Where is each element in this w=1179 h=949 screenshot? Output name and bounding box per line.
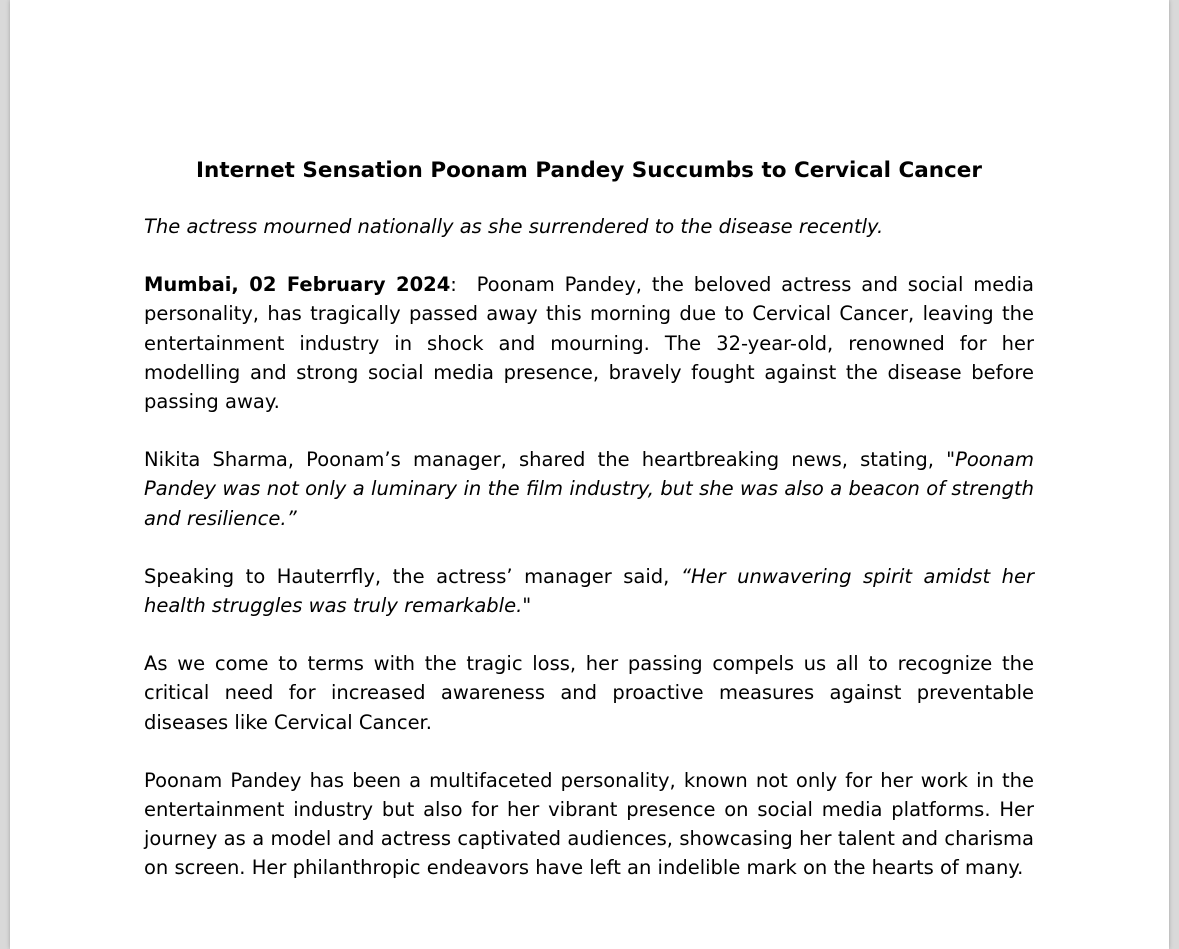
paragraph-1	[144, 270, 1034, 416]
paragraph-5: Poonam Pandey has been a multifaceted personality, known not only for her work in the entertainment industry but also for her vibrant presence on social media platforms. Her journey as a model and actress captivated audiences, showcasing her talent and charisma on screen. Her philanthropic endeavors have left an indelible mark on the hearts of many.	[144, 768, 1034, 880]
document-page	[10, 0, 1169, 949]
paragraph-2	[144, 445, 1034, 533]
dateline: Mumbai, 02 February 2024	[144, 273, 451, 297]
document-body	[144, 155, 1034, 912]
dateline-separator: :	[450, 273, 477, 297]
paragraph-2-quote: "Poonam Pandey was not only a luminary in the film industry, but she was also a beacon of strength and resilience.”	[144, 448, 1034, 530]
paragraph-1-text: Poonam Pandey, the beloved actress and social media personality, has tragically passed away this morning due to Cervical Cancer, leaving the entertainment industry in shock and mourning. The 32-year-old, renowned for her modelling and strong social media presence, bravely fought against the disease before passing away.	[144, 273, 1035, 414]
paragraph-3-text: Speaking to Hauterrfly, the actress’ manager said,	[144, 564, 681, 588]
paragraph-2-text: Nikita Sharma, Poonam’s manager, shared the heartbreaking news, stating,	[144, 448, 947, 472]
paragraph-3-quote: “Her unwavering spirit amidst her health struggles was truly remarkable."	[144, 564, 1034, 618]
document-title: Internet Sensation Poonam Pandey Succumbs to Cervical Cancer	[196, 158, 982, 183]
document-subtitle: The actress mourned nationally as she surrendered to the disease recently.	[144, 215, 884, 238]
paragraph-3	[144, 562, 1034, 620]
paragraph-4: As we come to terms with the tragic loss, her passing compels us all to recognize the critical need for increased awareness and proactive measures against preventable diseases like Cervical Cancer.	[144, 652, 1034, 734]
